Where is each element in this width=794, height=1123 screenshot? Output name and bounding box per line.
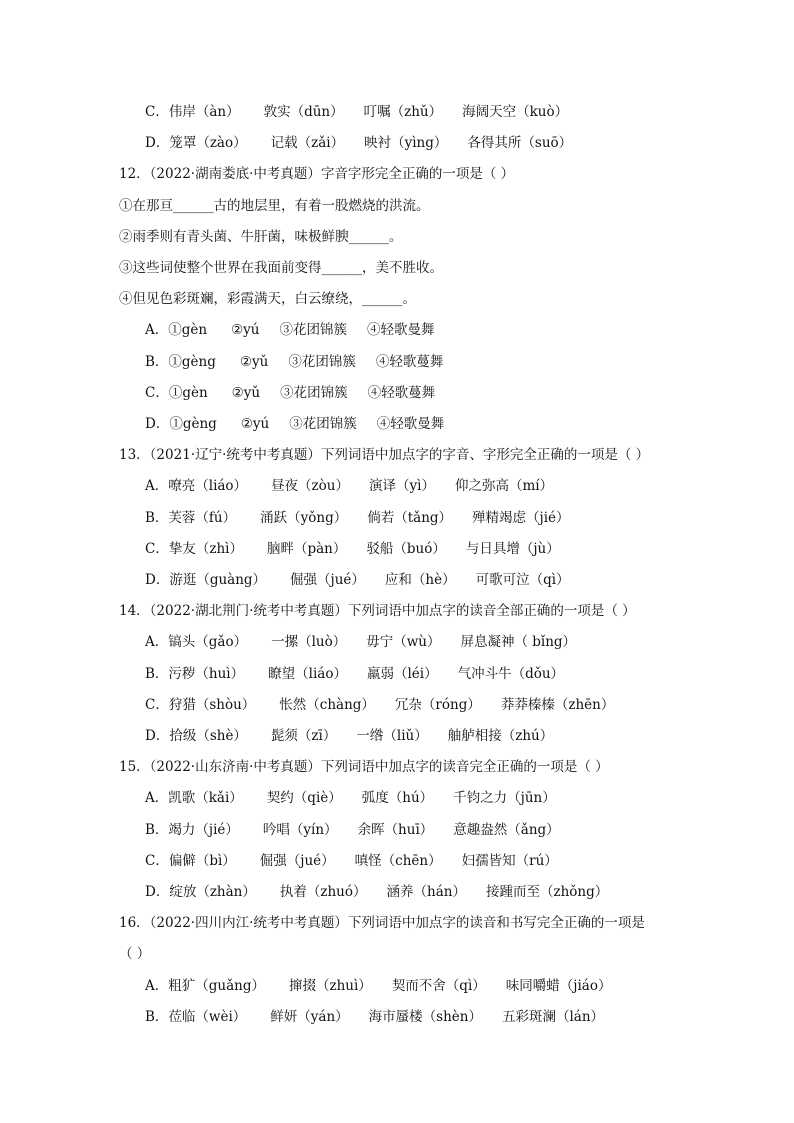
answer-option-line (0, 471, 794, 502)
option-term: 接踵而至（zhǒng） (485, 884, 609, 900)
option-term: 嗔怪（chēn） (354, 852, 442, 869)
answer-option-line (0, 1002, 794, 1033)
option-term: 倘若（tǎng） (367, 509, 453, 526)
option-term: 瞭望（liáo） (268, 665, 347, 682)
option-term: 味同嚼蜡（jiáo） (505, 977, 612, 994)
option-term: 海市蜃楼（shèn） (368, 1008, 482, 1025)
line-text: C．挚友（zhì） (145, 540, 243, 557)
option-term: 鲜妍（yán） (270, 1008, 349, 1025)
line-text: （ ） (119, 946, 151, 963)
line-text: ④但见色彩斑斓，彩霞满天，白云缭绕，______。 (119, 291, 416, 308)
line-text: A．粗犷（guǎng） (145, 977, 265, 994)
option-term: 毋宁（wù） (366, 634, 441, 651)
question-stem-line (0, 222, 794, 253)
option-term: 海阔天空（kuò） (462, 104, 569, 120)
option-term: 意趣盎然（ǎng） (453, 821, 560, 838)
option-term: 一摞（luò） (271, 634, 347, 651)
option-term: 吟唱（yín） (262, 821, 338, 838)
option-term: 叮嘱（zhǔ） (363, 104, 443, 120)
answer-option-line (0, 846, 794, 877)
line-text: ③这些词使整个世界在我面前变得______，美不胜收。 (119, 260, 443, 276)
line-text: B．污秽（huì） (145, 665, 245, 682)
line-text: D．游逛（guàng） (145, 572, 267, 588)
answer-option-line (0, 721, 794, 752)
option-term: 演译（yì） (369, 478, 435, 495)
option-term: 莽莽榛榛（zhēn） (500, 696, 615, 713)
option-term: 驳船（buó） (366, 540, 446, 557)
option-term: 执着（zhuó） (279, 884, 367, 900)
line-text: ①在那亘______古的地层里，有着一股燃烧的洪流。 (119, 197, 430, 214)
answer-option-line (0, 97, 794, 128)
answer-option-line (0, 815, 794, 846)
option-term: ④轻歌曼舞 (376, 416, 445, 432)
line-text: B．芙蓉（fú） (145, 509, 237, 526)
question-line (0, 752, 794, 783)
answer-option-line (0, 315, 794, 346)
question-stem-line (0, 253, 794, 284)
option-term: ②yǔ (231, 384, 261, 401)
option-term: 弧度（hú） (361, 790, 434, 807)
line-text: A．凯歌（kǎi） (145, 790, 243, 807)
answer-option-line (0, 128, 794, 159)
line-text: B．莅临（wèi） (145, 1008, 247, 1025)
option-term: 仰之弥高（mí） (454, 478, 554, 495)
line-text: 15．（2022·山东济南·中考真题）下列词语中加点字的读音完全正确的一项是（ ） (119, 759, 609, 776)
answer-option-line (0, 690, 794, 721)
line-text: 14．（2022·湖北荆门·统考中考真题）下列词语中加点字的读音全部正确的一项是（ ） (119, 603, 636, 620)
question-line (0, 440, 794, 471)
line-text: C．伟岸（àn） (145, 104, 240, 120)
option-term: ②yú (240, 416, 270, 432)
option-term: 撺掇（zhuì） (288, 977, 372, 994)
question-line (0, 596, 794, 627)
answer-option-line (0, 783, 794, 814)
option-term: 涵养（hán） (386, 884, 466, 900)
line-text: D．①gèng (145, 416, 217, 432)
option-term: 与日具增（jù） (465, 540, 560, 557)
option-term: ③花团锦簇 (288, 353, 356, 370)
option-term: 映衬（yìng） (364, 135, 448, 152)
option-term: ③花团锦簇 (279, 322, 348, 339)
option-term: ④轻歌曼舞 (367, 322, 435, 339)
answer-option-line (0, 877, 794, 908)
line-text: B．竭力（jié） (145, 821, 239, 838)
option-term: ②yǔ (239, 353, 269, 370)
answer-option-line (0, 659, 794, 690)
question-line (0, 908, 794, 939)
question-stem-line (0, 284, 794, 315)
option-term: ③花团锦簇 (289, 416, 357, 432)
line-text: C．偏僻（bì） (145, 852, 236, 869)
option-term: 冗杂（róng） (394, 696, 481, 713)
question-line (0, 939, 794, 970)
answer-option-line (0, 503, 794, 534)
line-text: 16．（2022·四川内江·统考中考真题）下列词语中加点字的读音和书写完全正确的一项是 (119, 915, 645, 932)
option-term: 涌跃（yǒng） (260, 509, 348, 526)
option-term: 应和（hè） (384, 572, 456, 588)
question-stem-line (0, 191, 794, 222)
option-term: 屏息凝神（ bǐng） (460, 634, 577, 651)
option-term: ③花团锦簇 (280, 384, 348, 401)
line-text: A．嘹亮（liáo） (145, 478, 248, 495)
option-term: 敦实（dūn） (263, 104, 344, 120)
line-text: 12．（2022·湖南娄底·中考真题）字音字形完全正确的一项是（ ） (119, 166, 515, 183)
line-text: C．狩猎（shòu） (145, 696, 256, 713)
line-text: D．拾级（shè） (145, 728, 247, 744)
option-term: 羸弱（léi） (366, 665, 438, 682)
option-term: 一绺（liǔ） (356, 728, 428, 744)
option-term: 千钧之力（jūn） (453, 790, 556, 807)
option-term: 怅然（chàng） (279, 696, 375, 713)
option-term: 气冲斗牛（dǒu） (457, 665, 565, 682)
line-text: C．①gèn (145, 384, 208, 401)
answer-option-line (0, 378, 794, 409)
line-text: 13．（2021·辽宁·统考中考真题）下列词语中加点字的字音、字形完全正确的一项是（ ） (119, 447, 650, 464)
answer-option-line (0, 627, 794, 658)
option-term: 殚精竭虑（jié） (472, 509, 570, 526)
answer-option-line (0, 409, 794, 440)
option-term: ④轻歌蔓舞 (367, 384, 436, 401)
answer-option-line (0, 347, 794, 378)
option-term: 余晖（huī） (357, 821, 434, 838)
option-term: 昼夜（zòu） (271, 478, 349, 495)
option-term: 脑畔（pàn） (266, 540, 347, 557)
answer-option-line (0, 971, 794, 1002)
option-term: 舳舻相接（zhú） (447, 728, 554, 744)
line-text: A．①gèn (145, 322, 208, 339)
option-term: 契约（qiè） (266, 790, 342, 807)
line-text: D．笼罩（zào） (145, 135, 247, 152)
line-text: D．绽放（zhàn） (145, 884, 256, 900)
line-text: A．镐头（gǎo） (145, 634, 248, 651)
option-term: 记载（zǎi） (270, 135, 345, 152)
option-term: 可歌可泣（qì） (475, 572, 570, 588)
option-term: ②yú (231, 322, 260, 339)
option-term: 契而不舍（qì） (391, 977, 486, 994)
answer-option-line (0, 565, 794, 596)
answer-option-line (0, 534, 794, 565)
line-text: B．①gèng (145, 353, 216, 370)
option-term: 各得其所（suō） (467, 135, 573, 152)
question-line (0, 159, 794, 190)
line-text: ②雨季则有青头菌、牛肝菌，味极鲜腴______。 (119, 228, 403, 245)
option-term: ④轻歌蔓舞 (375, 353, 444, 370)
option-term: 倔强（jué） (259, 852, 335, 869)
option-term: 五彩斑澜（lán） (501, 1008, 605, 1025)
option-term: 倔强（jué） (290, 572, 365, 588)
option-term: 妇孺皆知（rú） (461, 852, 558, 869)
option-term: 髭须（zī） (270, 728, 337, 744)
